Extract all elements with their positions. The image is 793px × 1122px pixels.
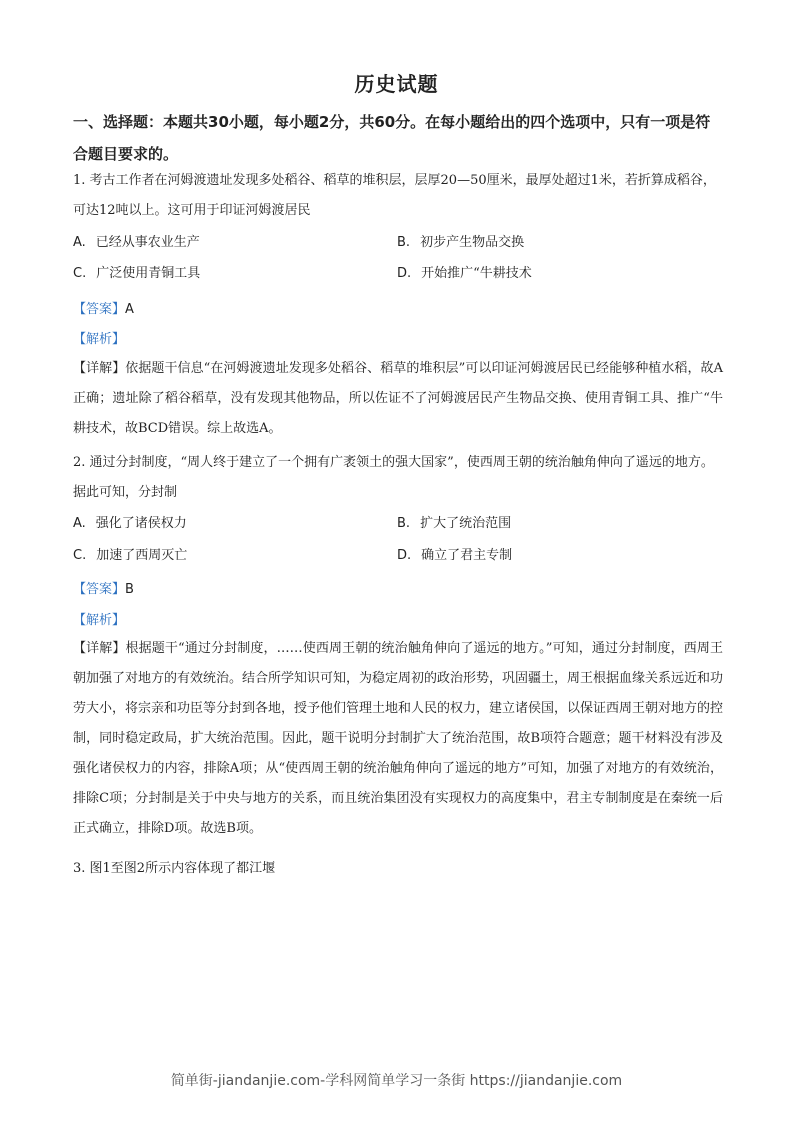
option-letter: D.	[397, 548, 412, 563]
question-1-stem: 1. 考古工作者在河姆渡遗址发现多处稻谷、稻草的堆积层，层厚20—50厘米，最厚处超过1米，若折算成稻谷，可达12吨以上。这可用于印证河姆渡居民	[73, 173, 716, 218]
option-letter: B.	[397, 235, 411, 250]
detail-text: 依据题干信息“在河姆渡遗址发现多处稻谷、稻草的堆积层”可以印证河姆渡居民已经能够种植水稻，故A正确；遗址除了稻谷稻草，没有发现其他物品，所以佐证不了河姆渡居民产生物品交换、使用青铜工具、推广“牛耕技术，故BCD错误。综上故选A。	[73, 361, 723, 436]
page-title: 历史试题	[354, 72, 439, 96]
answer-value: A	[125, 302, 134, 317]
question-2-option-c	[73, 541, 187, 571]
option-text: 加速了西周灭亡	[96, 548, 188, 563]
question-3-stem: 3. 图1至图2所示内容体现了都江堰	[73, 861, 276, 876]
option-text: 广泛使用青铜工具	[96, 266, 201, 281]
option-text: 初步产生物品交换	[420, 235, 525, 250]
detail-tag: 【详解】	[73, 361, 126, 376]
question-1-answer	[73, 298, 134, 317]
option-letter: A.	[73, 235, 86, 250]
question-1-option-c	[73, 259, 200, 289]
question-1-option-b	[397, 228, 524, 258]
question-1-detail	[73, 354, 723, 444]
detail-text: 根据题干“通过分封制度，……使西周王朝的统治触角伸向了遥远的地方。”可知，通过分封制度，西周王朝加强了对地方的有效统治。结合所学知识可知，为稳定周初的政治形势，巩固疆土，周王根据血缘关系远近和功劳大小，将宗亲和功臣等分封到各地，授予他们管理土地和人民的权力，建立诸侯国，以保证西周王朝对地方的控制，同时稳定政局，扩大统治范围。因此，题干说明分封制扩大了统治范围，故B项符合题意；题干材料没有涉及强化诸侯权力的内容，排除A项；从“使西周王朝的统治触角伸向了遥远的地方”可知，加强了对地方的有效统治，排除C项；分封制是关于中央与地方的关系，而且统治集团没有实现权力的高度集中，君主专制制度是在秦统一后正式确立，排除D项。故选B项。	[73, 641, 724, 836]
option-letter: B.	[397, 516, 411, 531]
question-2-options	[73, 509, 723, 571]
option-letter: D.	[397, 266, 412, 281]
option-text: 强化了诸侯权力	[95, 516, 187, 531]
detail-tag: 【详解】	[73, 641, 126, 656]
option-text: 确立了君主专制	[421, 548, 513, 563]
option-text: 开始推广“牛耕技术	[421, 266, 532, 281]
section-header: 一、选择题：本题共30小题，每小题2分，共60分。在每小题给出的四个选项中，只有一项是符合题目要求的。	[73, 113, 711, 163]
option-text: 已经从事农业生产	[95, 235, 200, 250]
option-letter: C.	[73, 548, 87, 563]
question-1-analysis	[73, 328, 125, 347]
answer-value: B	[125, 582, 134, 597]
question-2-stem: 2. 通过分封制度，“周人终于建立了一个拥有广袤领土的强大国家”，使西周王朝的统治触角伸向了遥远的地方。据此可知，分封制	[73, 455, 714, 500]
question-1-options	[73, 228, 723, 288]
option-text: 扩大了统治范围	[420, 516, 512, 531]
question-2-option-a	[73, 509, 187, 539]
question-2-option-d	[397, 541, 512, 571]
option-letter: A.	[73, 516, 86, 531]
question-1-option-d	[397, 259, 532, 289]
analysis-tag: 【解析】	[73, 332, 126, 347]
question-1-option-a	[73, 228, 200, 258]
page-footer: 简单街-jiandanjie.com-学科网简单学习一条街 https://jiandanjie.com	[170, 1073, 623, 1089]
question-2-option-b	[397, 509, 511, 539]
analysis-tag: 【解析】	[73, 613, 126, 628]
question-2-detail	[73, 634, 723, 844]
answer-tag: 【答案】	[73, 582, 126, 597]
option-letter: C.	[73, 266, 87, 281]
question-2-answer	[73, 578, 134, 597]
question-2-analysis	[73, 609, 125, 628]
answer-tag: 【答案】	[73, 302, 126, 317]
